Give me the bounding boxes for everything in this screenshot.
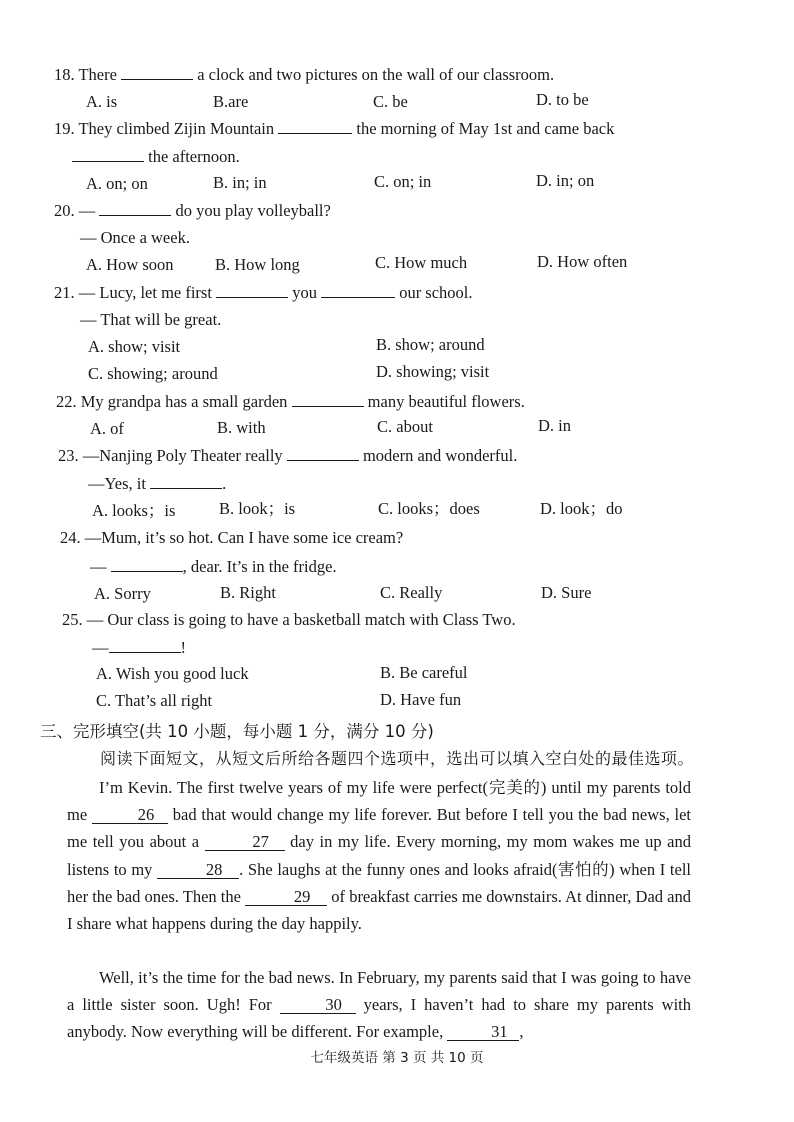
option-c: C. looks；does [378, 499, 480, 518]
option-a: A. is [86, 92, 118, 111]
question-22 [56, 391, 525, 412]
page-footer: 七年级英语 第 3 页 共 10 页 [310, 1050, 484, 1066]
question-21-reply: — That will be great. [80, 310, 222, 329]
question-23-reply [88, 473, 226, 494]
cloze-blank-31: 31 [447, 1023, 519, 1041]
reply-text: — [90, 557, 111, 576]
question-stem: — [78, 201, 100, 220]
question-20-reply: — Once a week. [80, 228, 190, 247]
option-b: B. with [217, 418, 266, 437]
question-stem: modern and wonderful. [358, 446, 518, 465]
answer-blank [292, 391, 364, 407]
answer-blank [216, 282, 288, 298]
option-a: A. show; visit [88, 337, 181, 356]
question-25 [62, 610, 516, 630]
passage-text: my parents with anybody. Now everything will be different. For example, [67, 995, 691, 1042]
option-b: B. in; in [213, 173, 267, 192]
question-stem: you [288, 283, 322, 302]
question-24 [60, 528, 403, 548]
option-d: D. Have fun [380, 690, 462, 709]
reply-text: —Yes, it [88, 474, 151, 493]
option-d: D. look；do [540, 499, 623, 518]
option-d: D. in [538, 416, 571, 435]
option-b: B. show; around [376, 335, 485, 354]
answer-blank [109, 637, 181, 653]
cloze-blank-29: 29 [245, 888, 327, 906]
question-stem: the morning of May 1st and came back [352, 119, 615, 138]
question-stem: —Mum, it’s so hot. Can I have some ice cream? [84, 528, 404, 547]
cloze-blank-28: 28 [157, 861, 239, 879]
option-b: B. How long [215, 255, 300, 274]
option-a: A. on; on [86, 174, 148, 193]
option-d: D. How often [537, 252, 628, 271]
option-d: D. in; on [536, 171, 595, 190]
passage-text: day happily. [281, 914, 362, 934]
passage-text: and looks afraid(害怕的) when I tell her the bad ones. Then the [67, 859, 691, 906]
question-number: 24. [60, 528, 81, 547]
passage-paragraph-2 [67, 964, 691, 1046]
option-c: C. be [373, 92, 408, 111]
question-25-reply [92, 637, 186, 658]
option-b: B.are [213, 92, 249, 111]
question-number: 22. [56, 392, 77, 411]
reply-text: . [222, 474, 227, 493]
option-c: C. about [377, 417, 433, 436]
question-stem: a clock and two pictures on the wall of our classroom. [193, 65, 555, 84]
cloze-blank-27: 27 [205, 833, 285, 851]
passage-paragraph-1 [67, 774, 691, 937]
question-number: 25. [62, 610, 83, 629]
question-stem: many beautiful flowers. [363, 392, 525, 411]
question-number: 18. [54, 65, 75, 84]
question-stem: — Our class is going to have a basketball match with Class Two. [86, 610, 516, 629]
question-stem: do you play volleyball? [171, 201, 331, 220]
question-19 [54, 118, 614, 139]
question-20 [54, 200, 331, 221]
option-a: A. How soon [86, 255, 174, 274]
passage-text: years, I haven’t had to share [355, 995, 569, 1015]
answer-blank [278, 118, 352, 134]
question-number: 20. [54, 201, 75, 220]
answer-blank [287, 445, 359, 461]
option-d: D. to be [536, 90, 589, 109]
reply-text: , dear. It’s in the fridge. [182, 557, 337, 576]
passage-text: my mom wakes me up and listens to my [67, 832, 692, 879]
option-a: A. Wish you good luck [96, 664, 249, 683]
passage-text: I’m Kevin. The first twelve years of my life were perfect(完美的) until my [99, 778, 608, 797]
passage-text: day in my life. Every morning, [284, 832, 502, 852]
passage-text: you the bad news, let me tell you about a [67, 805, 692, 852]
passage-text: of [327, 886, 346, 906]
question-stem: My grandpa has a small garden [80, 392, 292, 411]
option-b: B. Be careful [380, 663, 468, 682]
question-18 [54, 64, 554, 85]
question-23 [58, 445, 517, 466]
option-b: B. look；is [219, 499, 296, 518]
question-number: 21. [54, 283, 75, 302]
question-19-continued [72, 146, 240, 167]
question-number: 19. [54, 119, 75, 138]
question-number: 23. [58, 446, 79, 465]
option-d: D. showing; visit [376, 362, 490, 381]
answer-blank [99, 200, 171, 216]
option-c: C. showing; around [88, 364, 218, 383]
answer-blank [111, 556, 183, 572]
option-c: C. That’s all right [96, 691, 213, 710]
question-stem: our school. [395, 283, 473, 302]
reply-text: — [92, 638, 109, 657]
passage-text: breakfast carries me downstairs. At dinner, Dad and I share what happens during the [67, 886, 692, 934]
section-instruction: 阅读下面短文，从短文后所给各题四个选项中，选出可以填入空白处的最佳选项。 [100, 749, 695, 768]
passage-text: bad that would change my life forever. But before I tell [167, 805, 544, 825]
passage-text: , [519, 1022, 524, 1042]
option-d: D. Sure [541, 583, 592, 602]
cloze-blank-30: 30 [280, 996, 356, 1014]
question-stem: the afternoon. [144, 147, 240, 166]
question-21 [54, 282, 473, 303]
cloze-blank-26: 26 [92, 806, 168, 824]
option-a: A. looks；is [92, 501, 176, 520]
answer-blank [321, 282, 395, 298]
answer-blank [150, 473, 222, 489]
passage-text: . She laughs at the funny ones [239, 859, 440, 879]
option-b: B. Right [220, 583, 276, 602]
option-c: C. on; in [374, 172, 432, 191]
option-a: A. of [90, 419, 124, 438]
answer-blank [72, 146, 144, 162]
passage-text: parents told me [67, 778, 691, 825]
question-stem: They climbed Zijin Mountain [78, 119, 279, 138]
option-c: C. Really [380, 583, 443, 602]
reply-text: ! [180, 638, 186, 657]
question-stem: —Nanjing Poly Theater really [82, 446, 287, 465]
passage-text: going to have a little sister soon. Ugh! For [67, 968, 691, 1015]
question-stem: — Lucy, let me first [78, 283, 217, 302]
option-a: A. Sorry [94, 584, 151, 603]
passage-text: Well, it’s the time for the bad news. In February, my parents said that I was [99, 968, 597, 987]
question-24-reply [90, 556, 337, 577]
question-stem: There [78, 65, 122, 84]
option-c: C. How much [375, 253, 468, 272]
section-title: 三、完形填空(共 10 小题，每小题 1 分，满分 10 分) [40, 722, 434, 741]
answer-blank [121, 64, 193, 80]
